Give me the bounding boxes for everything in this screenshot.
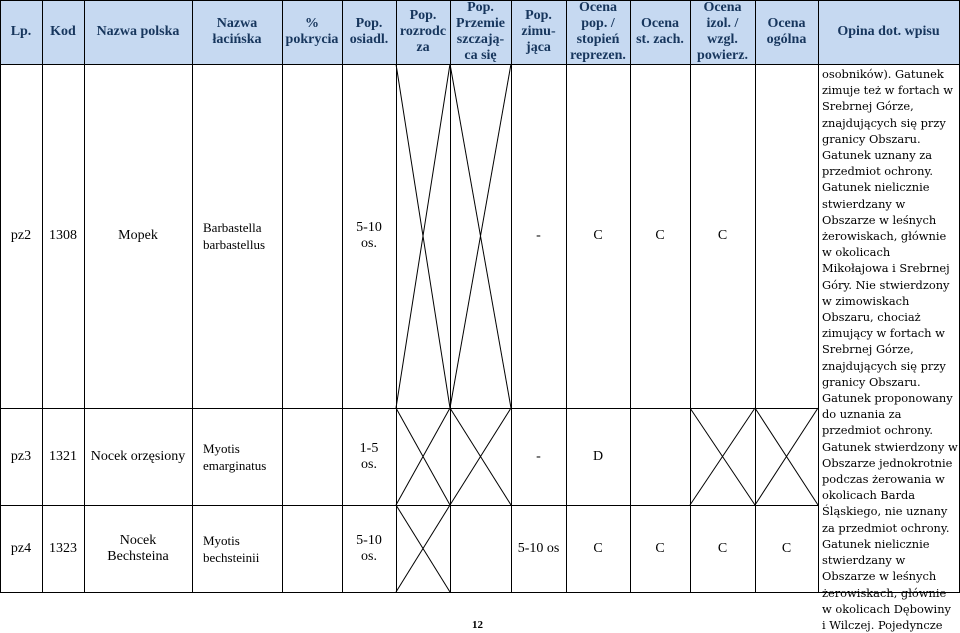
opinia-line: do uznania za	[822, 407, 902, 422]
row2-nazwa-polska: Nocek orzęsiony	[90, 448, 186, 464]
opinia-line: zimujący w fortach w	[822, 326, 945, 341]
opinia-line: Gatunek proponowany	[822, 391, 953, 406]
header-kod: Kod	[50, 24, 76, 39]
opinia-line: przedmiot ochrony.	[822, 423, 934, 438]
opinia-line: Obszaru, chociaż	[822, 310, 921, 325]
row3-nazwa-polska: Nocek Bechsteina	[107, 532, 169, 564]
row1-nazwa-lacinska: Barbastella barbastellus	[203, 220, 266, 252]
opinia-line: granicy Obszaru.	[822, 131, 921, 146]
opinia-line: Gatunek nielicznie	[822, 180, 930, 195]
opinia-line: Obszarze w leśnych	[822, 212, 937, 227]
row2-lp: pz3	[10, 448, 32, 464]
opinia-line: Gatunek nielicznie	[822, 536, 930, 551]
opinia-line: stwierdzany w	[822, 553, 906, 568]
header-lp: Lp.	[10, 24, 32, 39]
opinia-line: w okolicach Dębowiny	[822, 601, 951, 616]
opinia-line: stwierdzany w	[822, 196, 906, 211]
page-number: 12	[472, 619, 483, 631]
row1-ocena-st-zach: C	[593, 228, 603, 243]
opinia-line: Góry. Nie stwierdzony	[822, 277, 950, 292]
opinia-text	[822, 66, 956, 633]
row2-nazwa-lacinska: Myotis emarginatus	[203, 440, 267, 473]
row3-ocena-pop: C	[593, 540, 603, 556]
opinia-line: żerowiskach, głównie	[822, 229, 947, 244]
header-pop-rozrodcza: Pop. rozrodc za	[399, 8, 447, 55]
row3-nazwa-lacinska: Myotis bechsteinii	[203, 532, 260, 565]
row2-ocena-st-zach: D	[592, 448, 604, 464]
header-nazwa-polska: Nazwa polska	[96, 24, 180, 39]
header-pop-przemieszczajaca: Pop. Przemie szczają- ca się	[456, 0, 505, 63]
row1-nazwa-polska: Mopek	[118, 228, 158, 243]
opinia-line: w okolicach	[822, 245, 891, 260]
opinia-line: znajdujących się przy	[822, 115, 946, 130]
opinia-line: Obszarze w leśnych	[822, 569, 937, 584]
header-ocena-st-zach: Ocena st. zach.	[636, 16, 684, 47]
row3-ocena-st-zach: C	[655, 540, 665, 556]
opinia-line: podczas żerowania w	[822, 472, 945, 487]
opinia-line: żerowiskach, głównie	[822, 585, 947, 600]
row1-lp: pz2	[10, 228, 32, 243]
opinia-line: Śląskiego, nie uznany	[822, 504, 948, 519]
opinia-line: i Wilczej. Pojedyncze	[822, 617, 943, 632]
opinia-line: Obszarze jednokrotnie	[822, 455, 953, 470]
opinia-line: przedmiot ochrony.	[822, 164, 934, 179]
header-ocena-pop: Ocena pop. / stopień reprezen.	[570, 0, 626, 63]
header-nazwa-lacinska: Nazwa łacińska	[212, 16, 262, 47]
header-pop-zimujaca: Pop. zimu- jąca	[521, 8, 556, 55]
row2-pop-zimujaca: 1-5 os.	[359, 440, 379, 472]
header-ocena-ogolna: Ocena ogólna	[766, 16, 807, 47]
header-ocena-izol: Ocena izol. / wzgl. powierz.	[697, 0, 748, 63]
row1-kod: 1308	[49, 228, 77, 243]
opinia-line: Srebrnej Górze,	[822, 99, 914, 114]
row1-ocena-izol: C	[655, 228, 665, 243]
opinia-line: zimuje też w fortach w	[822, 83, 953, 98]
row3-ocena-izol: C	[717, 540, 728, 556]
opinia-line: Srebrnej Górze,	[822, 342, 914, 357]
row3-pop-przemieszczajaca: 5-10 os	[517, 540, 560, 556]
opinia-line: Gatunek stwierdzony w	[822, 439, 958, 454]
opinia-line: osobników). Gatunek	[822, 67, 944, 81]
opinia-line: granicy Obszaru.	[822, 374, 921, 389]
header-opinia: Opina dot. wpisu	[837, 24, 940, 39]
row1-ocena-ogolna: C	[717, 228, 728, 243]
opinia-line: za przedmiot ochrony.	[822, 520, 950, 535]
row2-ocena-pop: -	[536, 448, 541, 464]
row3-pop-zimujaca: 5-10 os.	[356, 532, 382, 564]
opinia-line: Mikołajowa i Srebrnej	[822, 261, 950, 276]
row3-kod: 1323	[49, 540, 77, 556]
table-border-bottom	[0, 592, 960, 593]
opinia-line: w zimowiskach	[822, 293, 910, 308]
row2-kod: 1321	[49, 448, 77, 464]
row3-lp: pz4	[10, 540, 32, 556]
opinia-line: Gatunek uznany za	[822, 148, 933, 163]
row3-ocena-ogolna: C	[781, 540, 792, 556]
opinia-line: okolicach Barda	[822, 488, 916, 503]
opinia-line: znajdujących się przy	[822, 358, 946, 373]
header-pokrycia: % pokrycia	[285, 16, 339, 47]
header-pop-osiadl: Pop. osiadl.	[349, 16, 389, 47]
row1-ocena-pop: -	[536, 228, 541, 243]
row1-pop-zimujaca: 5-10 os.	[356, 220, 382, 251]
